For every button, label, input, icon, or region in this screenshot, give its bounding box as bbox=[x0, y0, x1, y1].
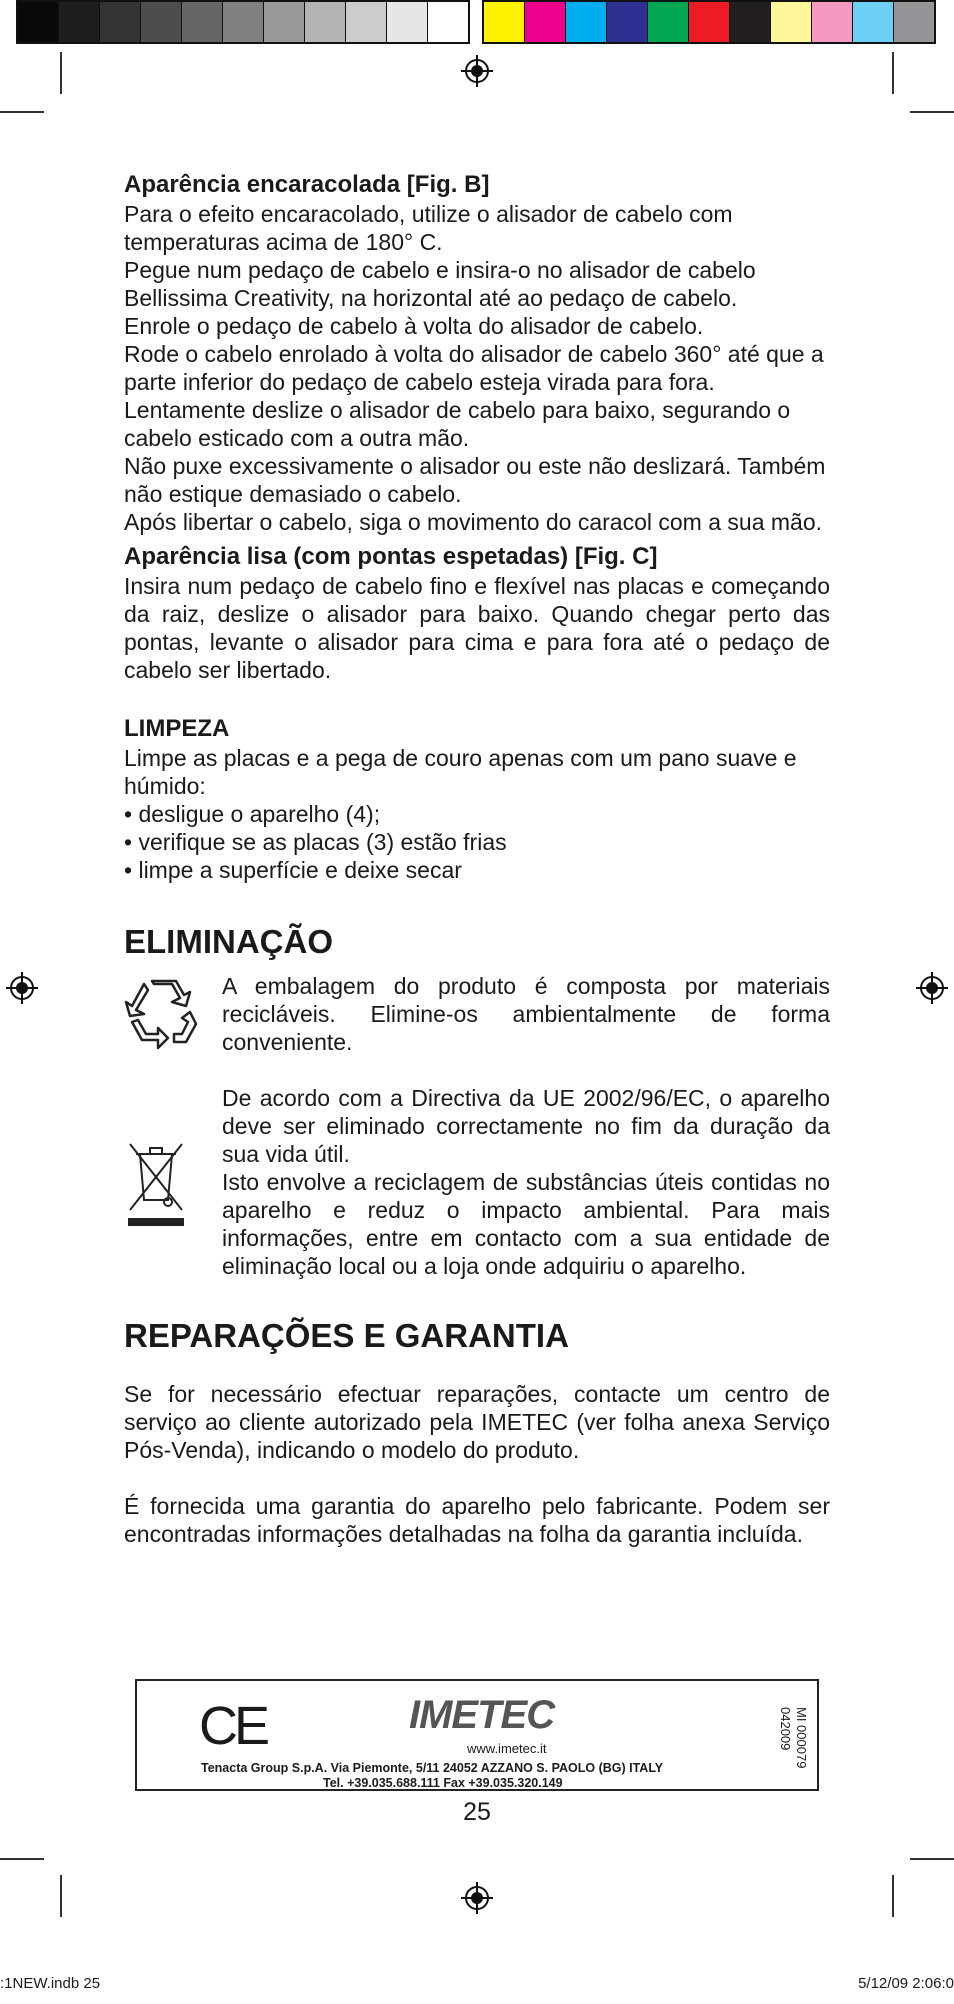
curly-paragraph: Não puxe excessivamente o alisador ou este não deslizará. Também não estique demasiado o cabelo. bbox=[124, 453, 826, 507]
color-swatch bbox=[223, 2, 264, 42]
crop-mark bbox=[0, 111, 44, 113]
curly-heading: Aparência encaracolada [Fig. B] bbox=[124, 171, 490, 198]
color-swatch bbox=[771, 2, 812, 42]
cleaning-heading: LIMPEZA bbox=[124, 715, 230, 742]
color-swatch bbox=[648, 2, 689, 42]
curly-paragraph: Enrole o pedaço de cabelo à volta do alisador de cabelo. bbox=[124, 313, 704, 339]
ce-mark: CE bbox=[199, 1696, 267, 1756]
curly-paragraph: Pegue num pedaço de cabelo e insira-o no alisador de cabelo Bellissima Creativity, na horizontal até ao pedaço de cabelo. bbox=[124, 257, 756, 311]
color-swatch bbox=[428, 2, 468, 42]
weee-text-2: Isto envolve a reciclagem de substâncias úteis contidas no aparelho e reduz o impacto ambiental. Para mais informações, entre em contacto com a sua entidade de eliminação local ou a loja onde adquiriu o aparelho. bbox=[222, 1169, 830, 1279]
crop-mark bbox=[910, 111, 954, 113]
registration-mark-icon bbox=[6, 972, 38, 1004]
warranty-paragraph-1: Se for necessário efectuar reparações, contacte um centro de serviço ao cliente autorizado pela IMETEC (ver folha anexa Serviço Pós-Venda), indicando o modelo do produto. bbox=[124, 1381, 830, 1463]
weee-text-1: De acordo com a Directiva da UE 2002/96/EC, o aparelho deve ser eliminado correctamente no fim da duração da sua vida útil. bbox=[222, 1085, 830, 1167]
color-swatch bbox=[100, 2, 141, 42]
date-slug: 5/12/09 2:06:0 bbox=[858, 1975, 954, 1992]
manufacturer-box bbox=[135, 1679, 819, 1791]
color-swatch bbox=[607, 2, 648, 42]
grayscale-swatches bbox=[16, 0, 470, 44]
warranty-paragraph-2: É fornecida uma garantia do aparelho pelo fabricante. Podem ser encontradas informações detalhadas na folha da garantia incluída. bbox=[124, 1493, 830, 1547]
recycle-text: A embalagem do produto é composta por materiais recicláveis. Elimine-os ambientalmente de forma conveniente. bbox=[222, 973, 830, 1055]
curly-paragraph: Após libertar o cabelo, siga o movimento do caracol com a sua mão. bbox=[124, 509, 823, 535]
cleaning-item: • verifique se as placas (3) estão frias bbox=[124, 828, 830, 856]
cleaning-item: • desligue o aparelho (4); bbox=[124, 800, 830, 828]
recycle-row bbox=[124, 972, 830, 1056]
color-swatch bbox=[730, 2, 771, 42]
color-swatches bbox=[482, 0, 936, 44]
address-line: Tenacta Group S.p.A. Via Piemonte, 5/11 24052 AZZANO S. PAOLO (BG) ITALY bbox=[201, 1761, 664, 1775]
color-swatch bbox=[525, 2, 566, 42]
brand-logo: IMETEC bbox=[409, 1693, 555, 1737]
file-slug: :1NEW.indb 25 bbox=[0, 1975, 101, 1992]
crop-mark bbox=[910, 1858, 954, 1860]
crop-mark bbox=[60, 52, 62, 94]
color-swatch bbox=[566, 2, 607, 42]
crop-mark bbox=[60, 1875, 62, 1917]
color-swatch bbox=[305, 2, 346, 42]
color-swatch bbox=[182, 2, 223, 42]
color-swatch bbox=[346, 2, 387, 42]
page-number: 25 bbox=[463, 1798, 491, 1826]
phone-line: Tel. +39.035.688.111 Fax +39.035.320.149 bbox=[323, 1776, 563, 1790]
color-swatch bbox=[853, 2, 894, 42]
curly-paragraph: Para o efeito encaracolado, utilize o alisador de cabelo com temperaturas acima de 180° C. bbox=[124, 201, 733, 255]
document-code: MI 000079 042009 bbox=[778, 1707, 809, 1769]
registration-mark-icon bbox=[916, 972, 948, 1004]
registration-mark-icon bbox=[461, 1882, 493, 1914]
color-swatch bbox=[894, 2, 934, 42]
registration-mark-icon bbox=[461, 55, 493, 87]
crop-mark bbox=[892, 52, 894, 94]
color-swatch bbox=[387, 2, 428, 42]
color-swatch bbox=[689, 2, 730, 42]
color-swatch bbox=[264, 2, 305, 42]
crop-mark bbox=[0, 1858, 44, 1860]
warranty-heading: REPARAÇÕES E GARANTIA bbox=[124, 1317, 569, 1354]
weee-row bbox=[124, 1084, 830, 1280]
color-swatch bbox=[18, 2, 59, 42]
curly-paragraph: Lentamente deslize o alisador de cabelo para baixo, segurando o cabelo esticado com a outra mão. bbox=[124, 397, 791, 451]
website: www.imetec.it bbox=[467, 1741, 547, 1756]
smooth-heading: Aparência lisa (com pontas espetadas) [Fig. C] bbox=[124, 543, 658, 570]
crossed-bin-icon bbox=[124, 1136, 188, 1228]
color-swatch bbox=[141, 2, 182, 42]
color-swatch bbox=[59, 2, 100, 42]
color-swatch bbox=[484, 2, 525, 42]
recycle-icon bbox=[124, 976, 204, 1052]
smooth-paragraph: Insira num pedaço de cabelo fino e flexível nas placas e começando da raiz, deslize o alisador para baixo. Quando chegar perto das pontas, levante o alisador para cima e para fora até o pedaço de cabelo ser libertado. bbox=[124, 573, 830, 683]
cleaning-intro: Limpe as placas e a pega de couro apenas com um pano suave e húmido: bbox=[124, 745, 797, 799]
crop-mark bbox=[892, 1875, 894, 1917]
color-swatch bbox=[812, 2, 853, 42]
cleaning-item: • limpe a superfície e deixe secar bbox=[124, 856, 830, 884]
disposal-heading: ELIMINAÇÃO bbox=[124, 923, 333, 960]
print-color-bar bbox=[16, 0, 936, 44]
page-content bbox=[124, 170, 830, 1548]
curly-paragraph: Rode o cabelo enrolado à volta do alisador de cabelo 360° até que a parte inferior do pedaço de cabelo esteja virada para fora. bbox=[124, 341, 824, 395]
